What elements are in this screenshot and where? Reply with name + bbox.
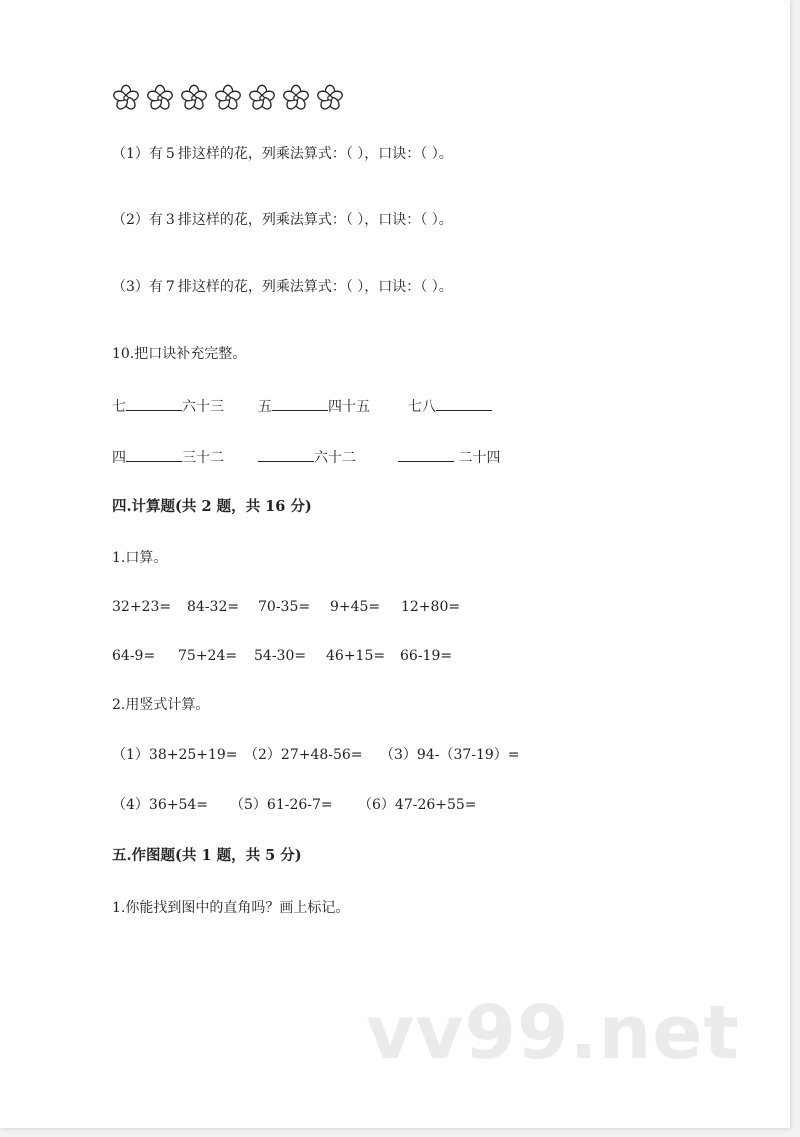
s4-q2-title: 2.用竖式计算。 xyxy=(112,697,210,713)
q9-item-1-num: 5 xyxy=(165,146,175,162)
vertical-calc-item: （6）47-26+55= xyxy=(358,797,477,813)
q9-item-3-text: 排这样的花，列乘法算式：（ ），口诀：（ ）。 xyxy=(177,279,453,295)
vertical-calc-item: （3）94-（37-19）= xyxy=(380,747,520,763)
s4-q1-title: 1.口算。 xyxy=(112,550,168,566)
section-4-heading: 四.计算题(共 2 题，共 16 分) xyxy=(112,498,312,515)
q9-item-3 xyxy=(112,277,453,297)
q9-item-1-text: 排这样的花，列乘法算式：（ ），口诀：（ ）。 xyxy=(177,146,453,162)
oral-calc-item: 46+15= xyxy=(326,648,386,664)
watermark: vv99.net xyxy=(366,990,740,1076)
plum-blossom-icon xyxy=(146,84,174,112)
q9-item-1 xyxy=(112,144,453,164)
plum-blossom-icon xyxy=(248,84,276,112)
s4-q2-row-2 xyxy=(112,795,552,815)
q10-row-2 xyxy=(112,447,532,467)
oral-calc-item: 64-9= xyxy=(112,648,156,664)
q10-row1-item-2: 五 四十五 xyxy=(258,396,370,417)
plum-blossom-icon xyxy=(316,84,344,112)
answer-blank[interactable] xyxy=(398,447,454,462)
s5-q1-title: 1.你能找到图中的直角吗？画上标记。 xyxy=(112,900,350,916)
q10-row2-item-2: 六十二 xyxy=(258,447,356,468)
q9-item-2-prefix: （2）有 xyxy=(112,212,163,228)
section-5-heading: 五.作图题(共 1 题，共 5 分) xyxy=(112,847,302,864)
answer-blank[interactable] xyxy=(126,447,182,462)
vertical-calc-item: （5）61-26-7= xyxy=(230,797,333,813)
plum-blossom-icon xyxy=(180,84,208,112)
q10-row1-item-1: 七 六十三 xyxy=(112,396,224,417)
plum-blossom-icon xyxy=(214,84,242,112)
q10-row1-item-3: 七八 xyxy=(408,396,492,417)
q9-item-3-num: 7 xyxy=(165,279,175,295)
q10-row2-item-3: 二十四 xyxy=(398,447,500,468)
plum-blossom-icon xyxy=(112,84,140,112)
q10-row-1 xyxy=(112,396,532,416)
answer-blank[interactable] xyxy=(126,396,182,411)
q9-item-2-num: 3 xyxy=(165,212,175,228)
answer-blank[interactable] xyxy=(436,396,492,411)
s4-q2-row-1 xyxy=(112,745,552,765)
answer-blank[interactable] xyxy=(258,447,314,462)
oral-calc-item: 70-35= xyxy=(258,599,311,615)
oral-calc-item: 54-30= xyxy=(254,648,307,664)
vertical-calc-item: （2）27+48-56= xyxy=(244,747,363,763)
vertical-calc-item: （4）36+54= xyxy=(112,797,208,813)
oral-calc-item: 66-19= xyxy=(400,648,453,664)
oral-calc-item: 12+80= xyxy=(401,599,461,615)
answer-blank[interactable] xyxy=(272,396,328,411)
q10-row2-item-1: 四 三十二 xyxy=(112,447,224,468)
oral-calc-item: 75+24= xyxy=(178,648,238,664)
oral-calc-item: 32+23= xyxy=(112,599,172,615)
q10-title: 10.把口诀补充完整。 xyxy=(112,346,247,362)
q9-item-1-prefix: （1）有 xyxy=(112,146,163,162)
vertical-calc-item: （1）38+25+19= xyxy=(112,747,238,763)
s4-q1-row-1 xyxy=(112,597,532,617)
q9-item-2-text: 排这样的花，列乘法算式：（ ），口诀：（ ）。 xyxy=(177,212,453,228)
plum-blossom-icon xyxy=(282,84,310,112)
oral-calc-item: 9+45= xyxy=(330,599,381,615)
q9-item-3-prefix: （3）有 xyxy=(112,279,163,295)
q9-item-2 xyxy=(112,210,453,230)
s4-q1-row-2 xyxy=(112,646,532,666)
oral-calc-item: 84-32= xyxy=(187,599,240,615)
